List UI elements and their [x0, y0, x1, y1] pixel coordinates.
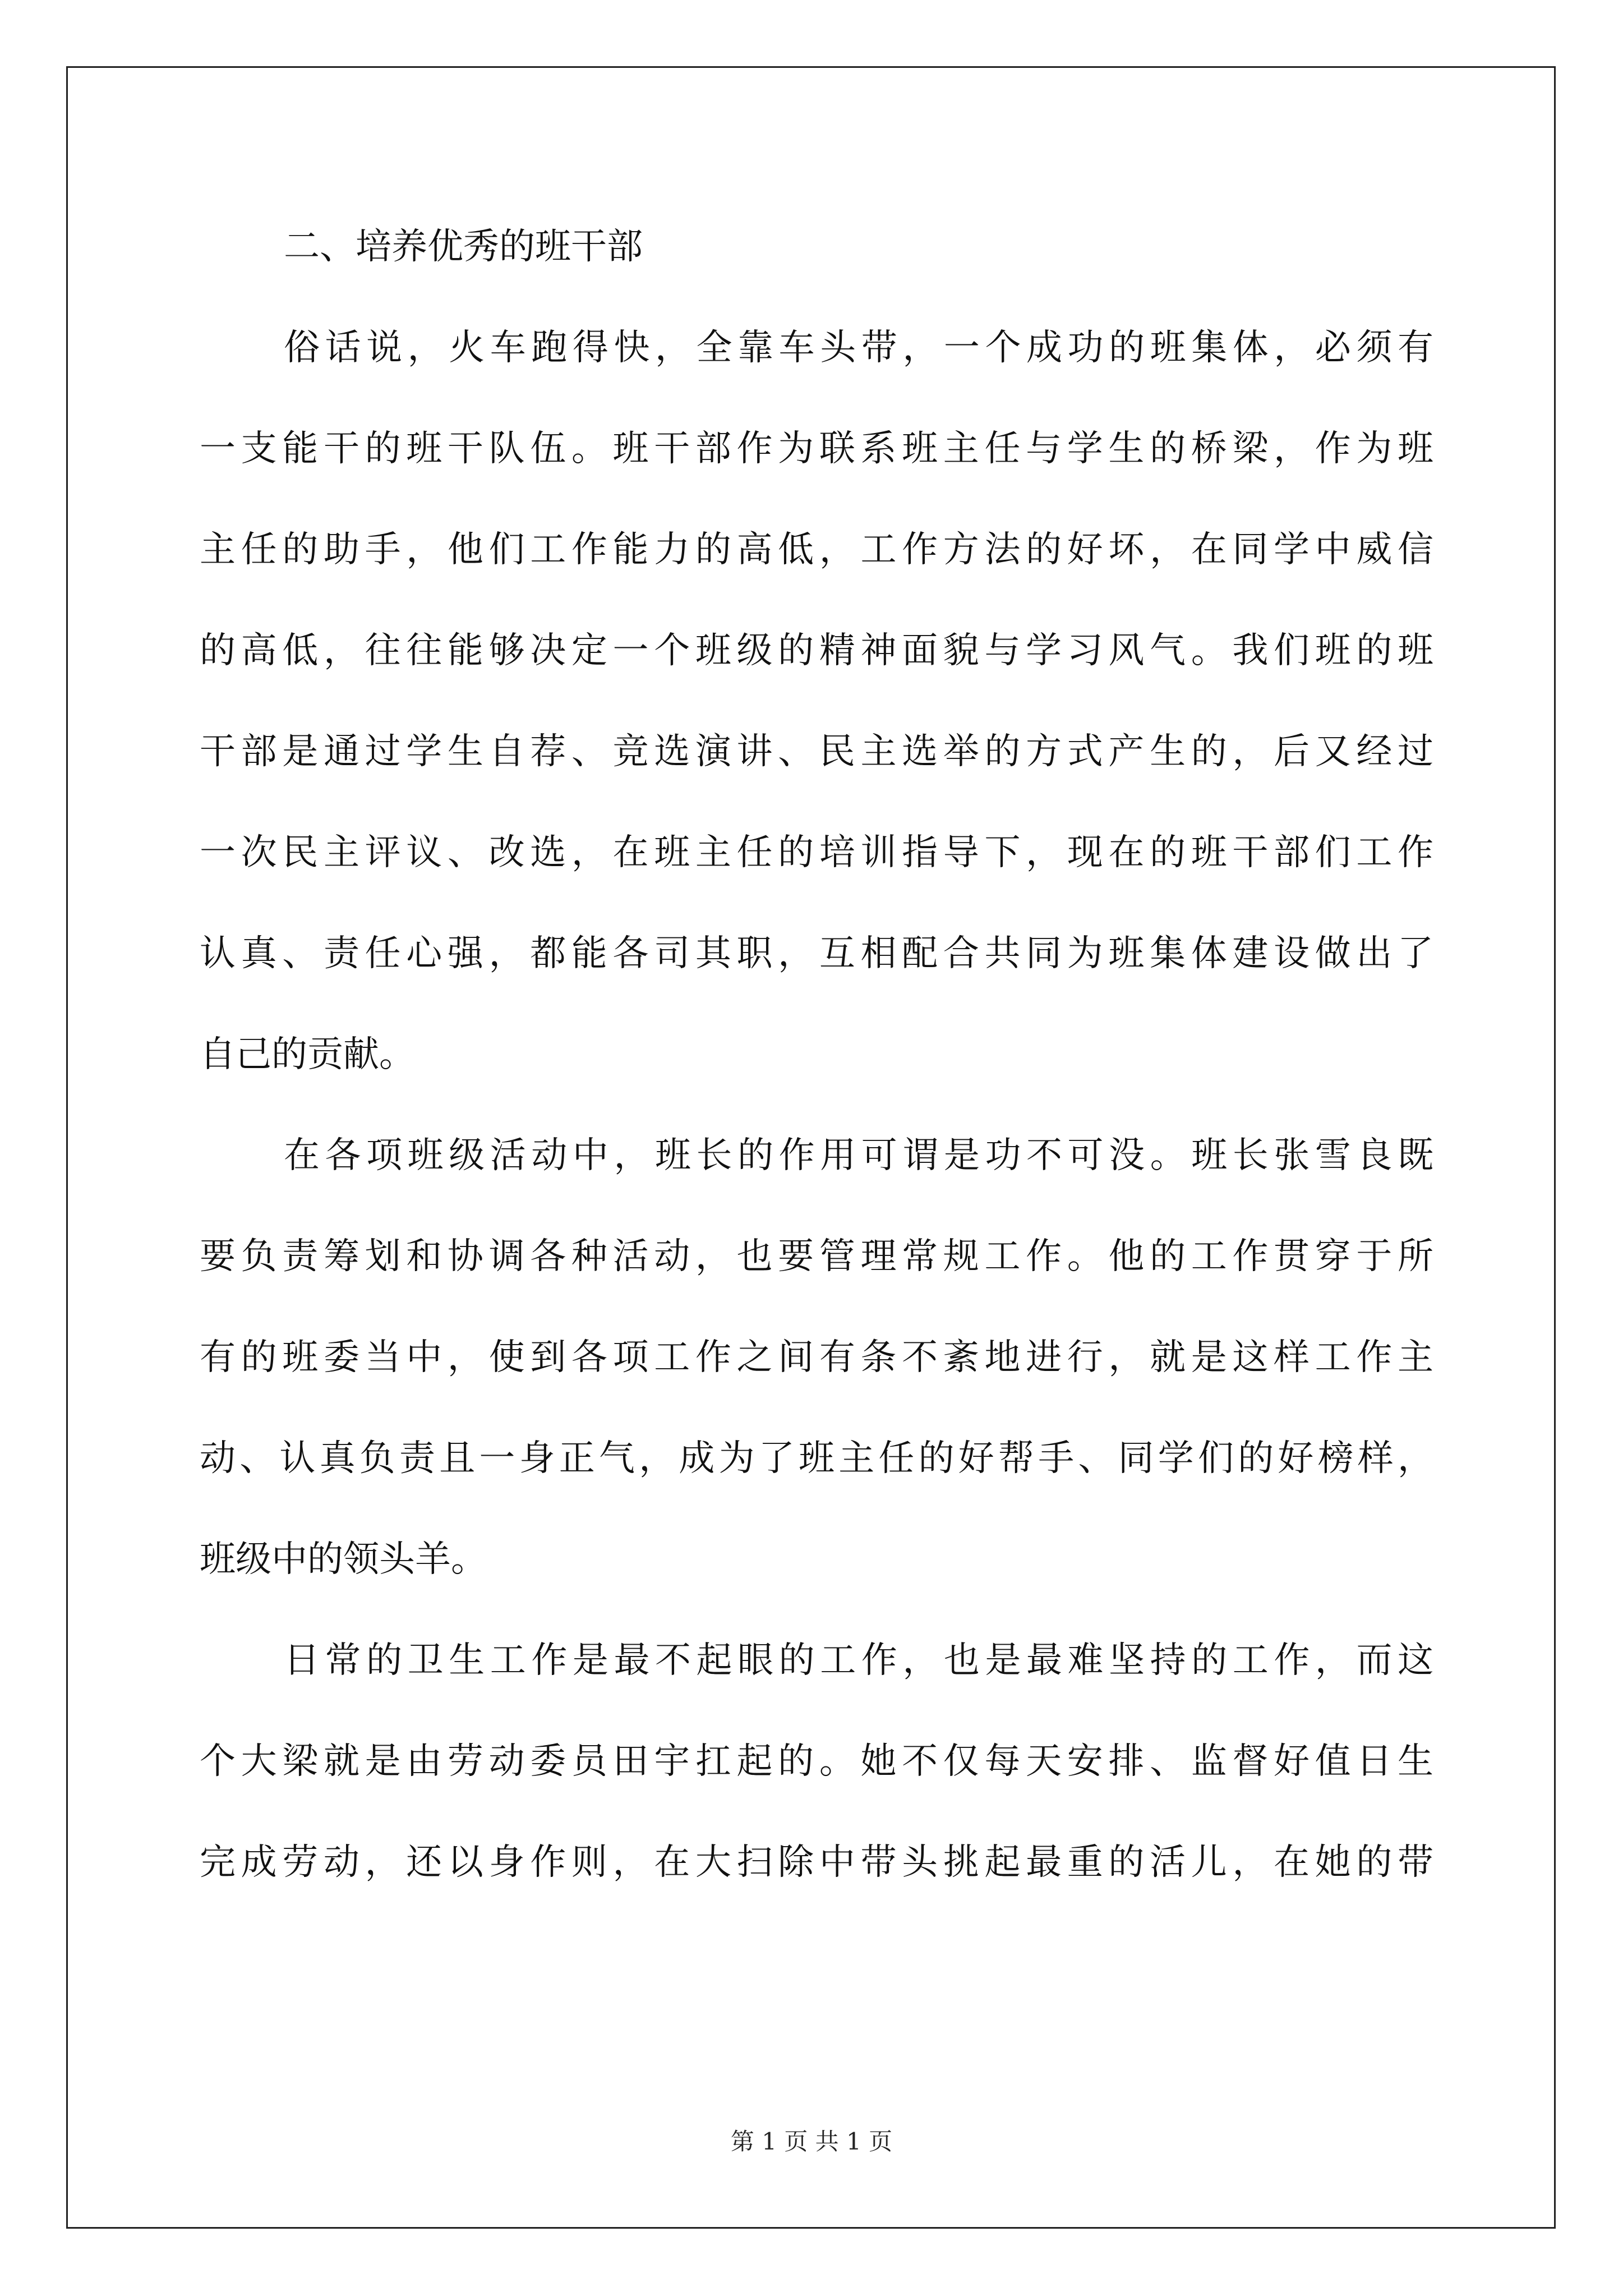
paragraph-line: 的高低，往往能够决定一个班级的精神面貌与学习风气。我们班的班	[200, 630, 1433, 671]
paragraph-line: 动、认真负责且一身正气，成为了班主任的好帮手、同学们的好榜样，	[200, 1438, 1433, 1479]
paragraph-line: 自己的贡献。	[200, 1034, 415, 1075]
paragraph-line: 主任的助手，他们工作能力的高低，工作方法的好坏，在同学中威信	[200, 529, 1433, 570]
paragraph-line: 个大梁就是由劳动委员田宇扛起的。她不仅每天安排、监督好值日生	[200, 1741, 1433, 1782]
paragraph-line: 认真、责任心强，都能各司其职，互相配合共同为班集体建设做出了	[200, 933, 1433, 974]
paragraph-1	[200, 321, 1433, 1082]
page-number-footer: 第 1 页 共 1 页	[730, 2128, 893, 2155]
paragraph-2	[200, 1129, 1433, 1586]
paragraph-line: 日常的卫生工作是最不起眼的工作，也是最难坚持的工作，而这	[284, 1640, 1433, 1681]
paragraph-line: 班级中的领头羊。	[200, 1539, 487, 1580]
paragraph-line: 有的班委当中，使到各项工作之间有条不紊地进行，就是这样工作主	[200, 1337, 1433, 1378]
paragraph-line: 干部是通过学生自荐、竞选演讲、民主选举的方式产生的，后又经过	[200, 731, 1433, 772]
paragraph-line: 在各项班级活动中，班长的作用可谓是功不可没。班长张雪良既	[284, 1135, 1433, 1176]
section-heading: 二、培养优秀的班干部	[284, 226, 643, 268]
paragraph-line: 一支能干的班干队伍。班干部作为联系班主任与学生的桥梁，作为班	[200, 428, 1433, 470]
paragraph-line: 俗话说，火车跑得快，全靠车头带，一个成功的班集体，必须有	[284, 327, 1433, 369]
paragraph-line: 一次民主评议、改选，在班主任的培训指导下，现在的班干部们工作	[200, 832, 1433, 873]
paragraph-line: 完成劳动，还以身作则，在大扫除中带头挑起最重的活儿，在她的带	[200, 1842, 1433, 1883]
paragraph-line: 要负责筹划和协调各种活动，也要管理常规工作。他的工作贯穿于所	[200, 1236, 1433, 1277]
paragraph-3	[200, 1634, 1433, 1889]
document-body	[200, 220, 1433, 1889]
